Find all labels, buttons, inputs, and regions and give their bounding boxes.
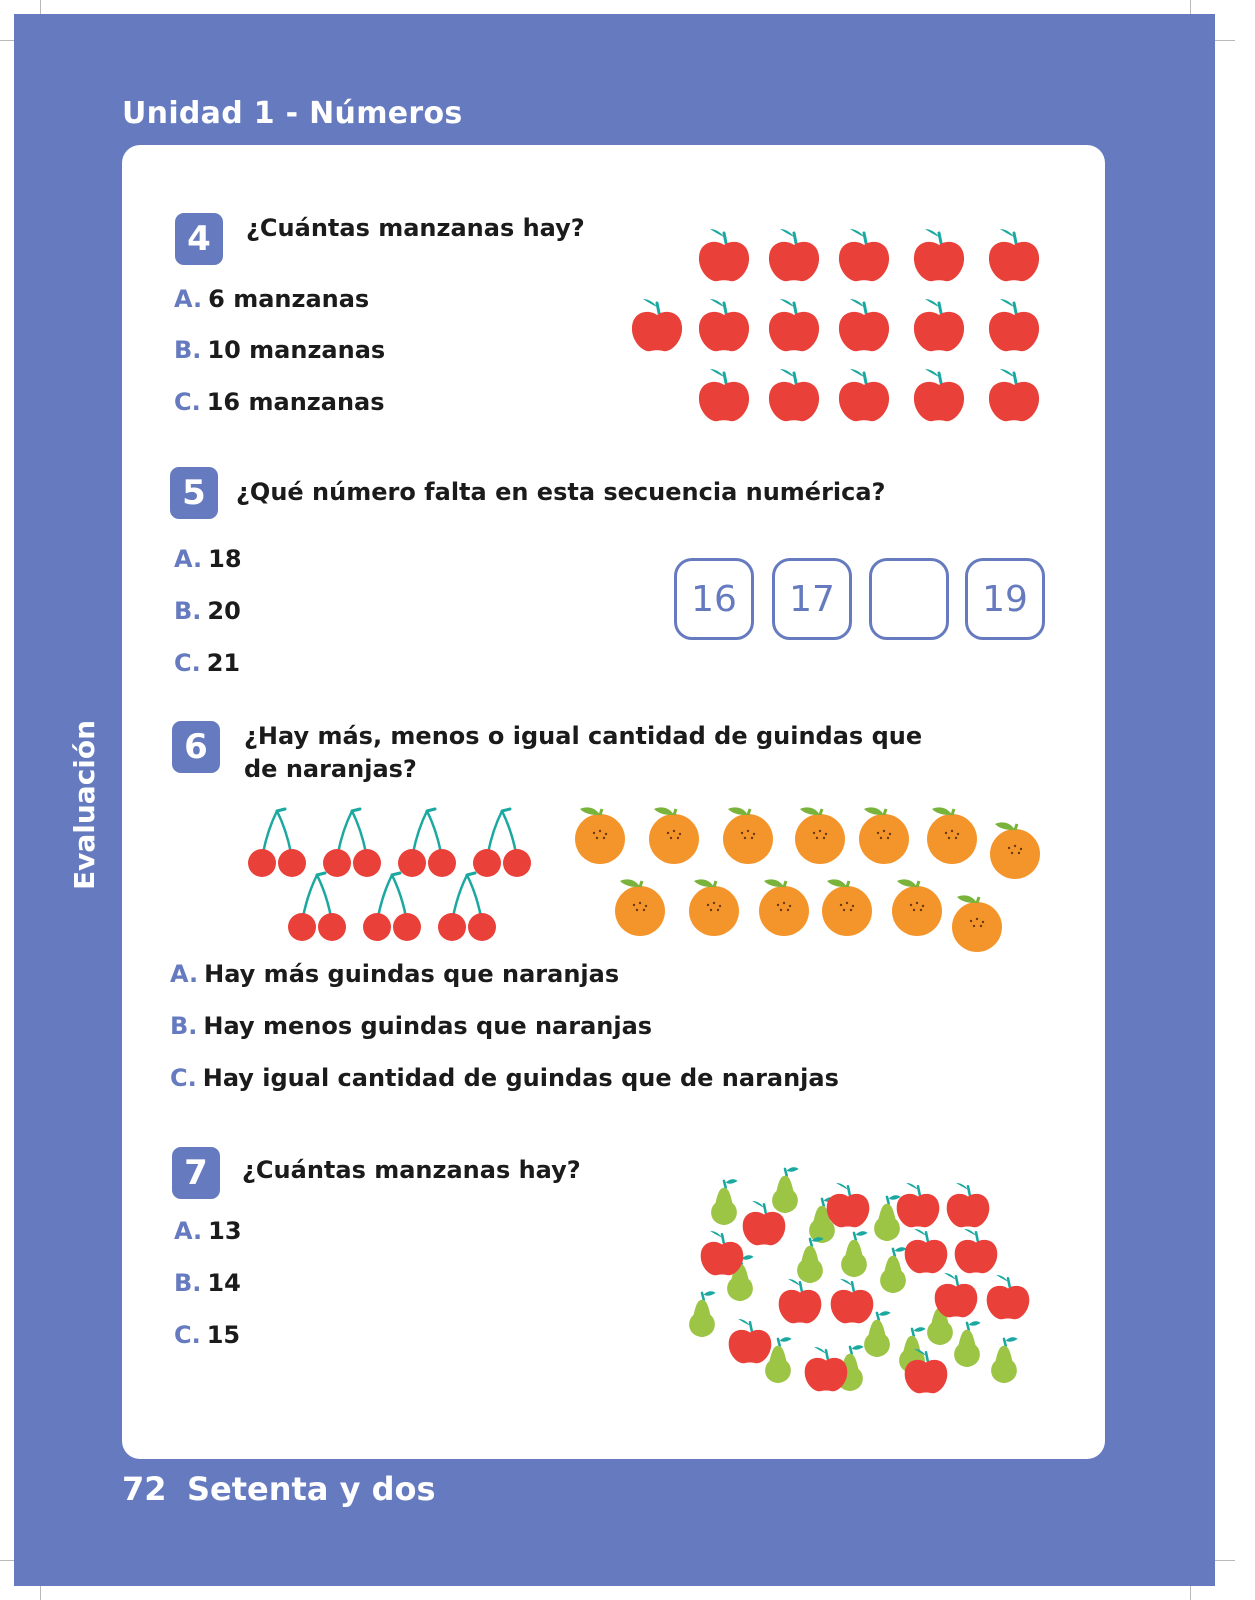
option-7b[interactable]: B. 14 [174, 1269, 241, 1297]
question-number-7: 7 [172, 1147, 220, 1199]
orange-icon [575, 807, 625, 864]
apple-icon [989, 229, 1039, 281]
apple-icon [701, 1231, 744, 1275]
orange-icon [990, 822, 1040, 879]
apple-icon [699, 369, 749, 421]
cherry-icon [473, 809, 531, 877]
apple-icon [729, 1319, 772, 1363]
option-5b[interactable]: B. 20 [174, 597, 241, 625]
apple-icon [839, 299, 889, 351]
apple-icon [897, 1183, 940, 1227]
pear-icon [880, 1247, 906, 1293]
orange-icon [927, 807, 977, 864]
question-text-6-line2: de naranjas? [244, 755, 417, 783]
apple-icon [769, 299, 819, 351]
option-4c[interactable]: C. 16 manzanas [174, 388, 385, 416]
apple-icon [827, 1183, 870, 1227]
exercise-card [122, 145, 1105, 1459]
option-6a[interactable]: A. Hay más guindas que naranjas [170, 960, 620, 988]
apple-icon [805, 1347, 848, 1391]
question-number-5: 5 [170, 467, 218, 519]
apple-icon [914, 369, 964, 421]
orange-icon [723, 807, 773, 864]
orange-icon [822, 879, 872, 936]
question-text-7: ¿Cuántas manzanas hay? [242, 1156, 581, 1184]
cherry-icon [247, 805, 547, 935]
cherry-icon [398, 809, 456, 877]
sequence-box-4: 19 [965, 558, 1045, 640]
orange-icon [795, 807, 845, 864]
option-5a[interactable]: A. 18 [174, 545, 242, 573]
pear-icon [874, 1195, 900, 1241]
apple-icon [989, 369, 1039, 421]
apple-icon [914, 229, 964, 281]
orange-icon [649, 807, 699, 864]
option-4a[interactable]: A. 6 manzanas [174, 285, 370, 313]
cherry-icon [323, 809, 381, 877]
apple-icon [699, 229, 749, 281]
pear-icon [841, 1231, 867, 1277]
cherry-icon [248, 809, 306, 877]
apple-and-pear-icon [682, 1155, 1042, 1385]
pear-icon [689, 1291, 715, 1337]
apple-icon [699, 299, 749, 351]
unit-title: Unidad 1 - Números [122, 96, 463, 131]
pear-icon [954, 1321, 980, 1367]
question-text-4: ¿Cuántas manzanas hay? [246, 214, 585, 242]
sequence-box-1: 16 [674, 558, 754, 640]
option-6b[interactable]: B. Hay menos guindas que naranjas [170, 1012, 653, 1040]
apple-icon [989, 299, 1039, 351]
pear-icon [797, 1237, 823, 1283]
apple-icon [914, 299, 964, 351]
apple-icon [947, 1183, 990, 1227]
apple-icon [779, 1279, 822, 1323]
apple-icon [831, 1279, 874, 1323]
option-5c[interactable]: C. 21 [174, 649, 241, 677]
apple-icon [839, 369, 889, 421]
orange-icon [859, 807, 909, 864]
apple-icon [632, 299, 682, 351]
cherry-icon [438, 873, 496, 941]
question-text-5: ¿Qué número falta en esta secuencia numérica? [236, 478, 886, 506]
apple-icon [627, 225, 1057, 430]
question-number-6: 6 [172, 721, 220, 773]
option-7c[interactable]: C. 15 [174, 1321, 241, 1349]
option-4b[interactable]: B. 10 manzanas [174, 336, 386, 364]
apple-icon [769, 229, 819, 281]
orange-icon [615, 879, 665, 936]
pear-icon [991, 1337, 1017, 1383]
page-number: 72 [122, 1470, 167, 1508]
orange-icon [952, 895, 1002, 952]
pear-icon [711, 1179, 737, 1225]
cherry-icon [363, 873, 421, 941]
sequence-box-2: 17 [772, 558, 852, 640]
pear-icon [772, 1167, 798, 1213]
apple-icon [955, 1229, 998, 1273]
sidebar-label: Evaluación [68, 719, 101, 890]
question-text-6-line1: ¿Hay más, menos o igual cantidad de guindas que [244, 722, 923, 750]
apple-icon [839, 229, 889, 281]
apple-icon [905, 1229, 948, 1273]
option-7a[interactable]: A. 13 [174, 1217, 242, 1245]
sequence-box-missing[interactable] [869, 558, 949, 640]
orange-icon [892, 879, 942, 936]
apple-icon [987, 1275, 1030, 1319]
cherry-icon [288, 873, 346, 941]
option-6c[interactable]: C. Hay igual cantidad de guindas que de naranjas [170, 1064, 839, 1092]
question-number-4: 4 [175, 213, 223, 265]
apple-icon [769, 369, 819, 421]
page-number-words: Setenta y dos [187, 1470, 436, 1508]
pear-icon [864, 1311, 890, 1357]
orange-icon [689, 879, 739, 936]
orange-icon [572, 795, 1052, 950]
apple-icon [935, 1273, 978, 1317]
orange-icon [759, 879, 809, 936]
